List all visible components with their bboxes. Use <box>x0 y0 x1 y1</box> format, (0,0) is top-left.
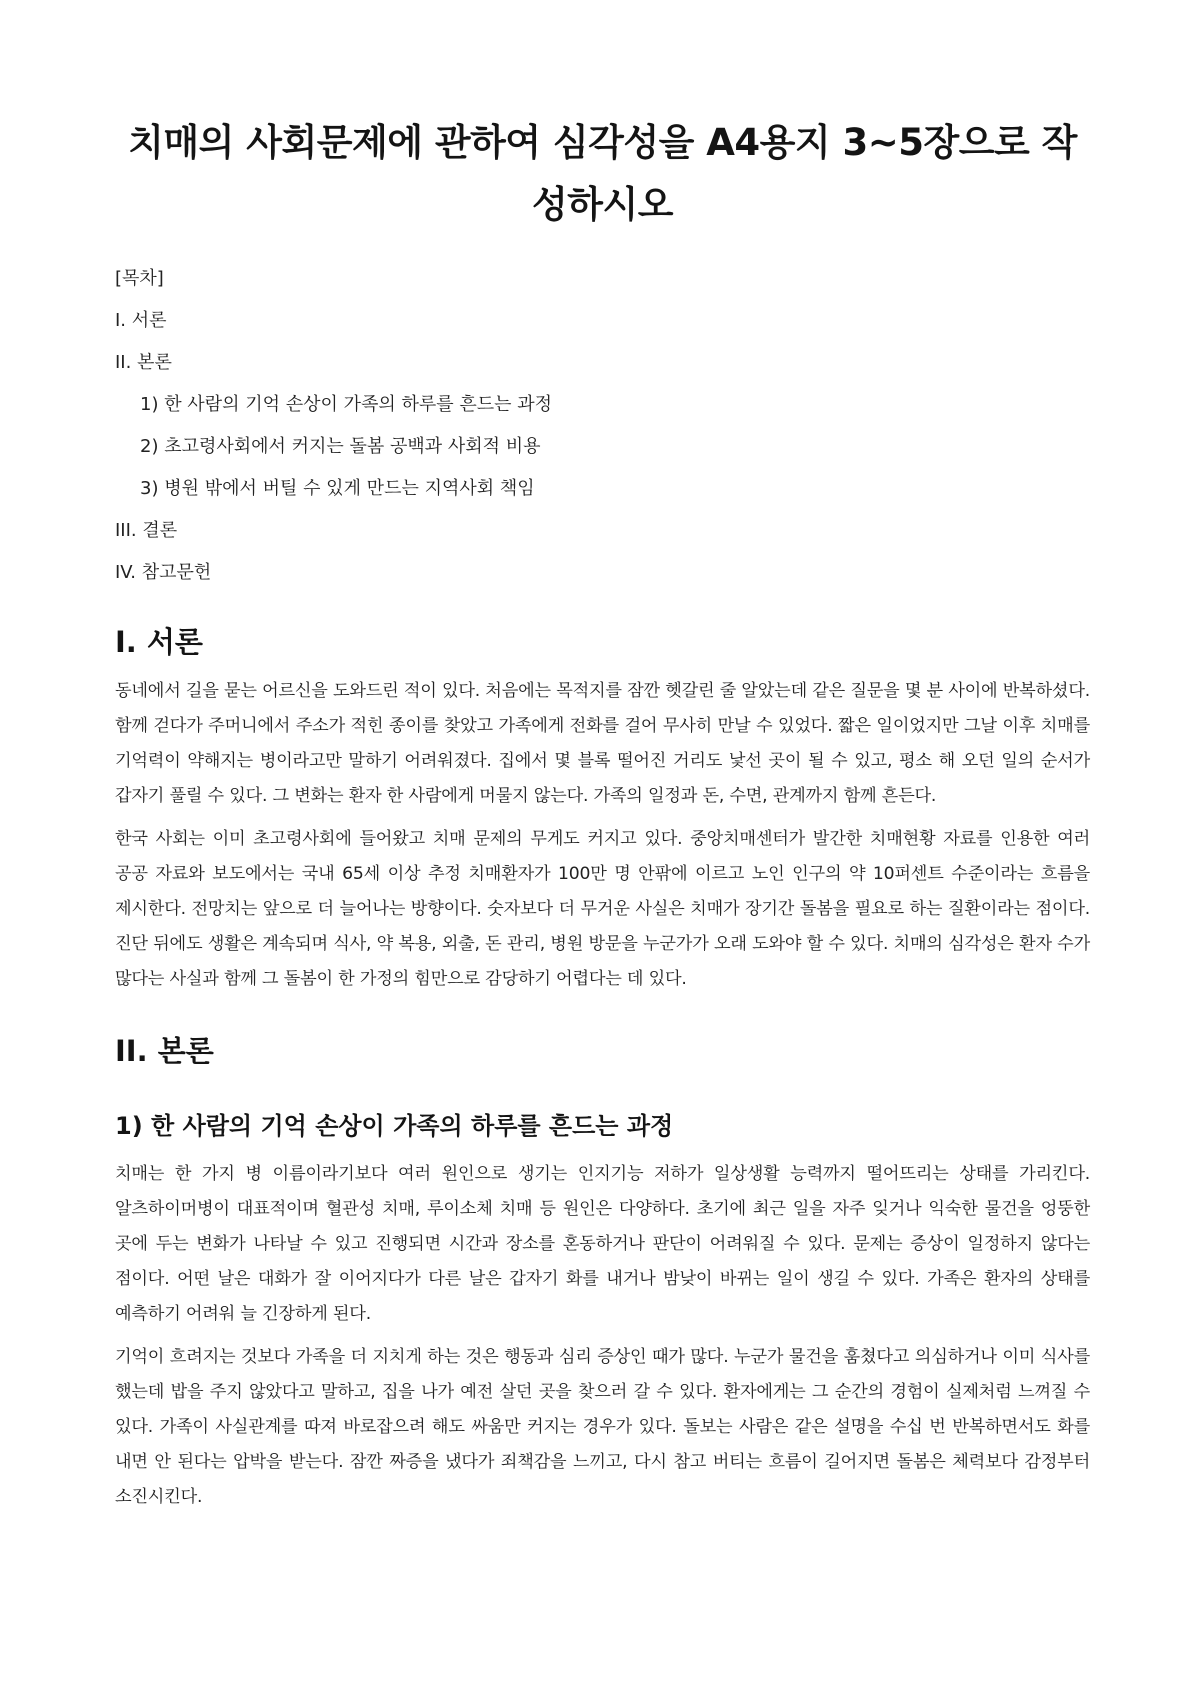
subsection-family-impact <box>115 1107 1090 1515</box>
section-heading: I. 서론 <box>115 625 203 659</box>
body-paragraph: 동네에서 길을 묻는 어르신을 도와드린 적이 있다. 처음에는 목적지를 잠깐 헷갈린 줄 알았는데 같은 질문을 몇 분 사이에 반복하셨다. 함께 걷다가 주머니에서 주소가 적힌 종이를 찾았고 가족에게 전화를 걸어 무사히 만날 수 있었다. 짧은 일이었지만 그날 이후 치매를 기억력이 약해지는 병이라고만 말하기 어려워졌다. 집에서 몇 블록 떨어진 거리도 낯선 곳이 될 수 있고, 평소 해 오던 일의 순서가 갑자기 풀릴 수 있다. 그 변화는 환자 한 사람에게 머물지 않는다. 가족의 일정과 돈, 수면, 관계까지 함께 흔든다. <box>115 681 1090 806</box>
toc-item: II. 본론 <box>115 352 172 373</box>
toc-item: I. 서론 <box>115 310 167 331</box>
document-title: 치매의 사회문제에 관하여 심각성을 A4용지 3~5장으로 작성하시오 <box>128 121 1077 226</box>
toc-subitem: 3) 병원 밖에서 버틸 수 있게 만드는 지역사회 책임 <box>140 478 535 499</box>
table-of-contents <box>115 258 1090 594</box>
toc-item: IV. 참고문헌 <box>115 562 212 583</box>
section-heading: II. 본론 <box>115 1034 214 1068</box>
section-main-body <box>115 1029 1090 1515</box>
body-paragraph: 기억이 흐려지는 것보다 가족을 더 지치게 하는 것은 행동과 심리 증상인 때가 많다. 누군가 물건을 훔쳤다고 의심하거나 이미 식사를 했는데 밥을 주지 않았다고 말하고, 집을 나가 예전 살던 곳을 찾으러 갈 수 있다. 환자에게는 그 순간의 경험이 실제처럼 느껴질 수 있다. 가족이 사실관계를 따져 바로잡으려 해도 싸움만 커지는 경우가 있다. 돌보는 사람은 같은 설명을 수십 번 반복하면서도 화를 내면 안 된다는 압박을 받는다. 잠깐 짜증을 냈다가 죄책감을 느끼고, 다시 참고 버티는 흐름이 길어지면 돌봄은 체력보다 감정부터 소진시킨다. <box>115 1347 1090 1507</box>
toc-item: III. 결론 <box>115 520 178 541</box>
toc-subitem: 2) 초고령사회에서 커지는 돌봄 공백과 사회적 비용 <box>140 436 541 457</box>
subsection-heading: 1) 한 사람의 기억 손상이 가족의 하루를 흔드는 과정 <box>115 1112 674 1140</box>
body-paragraph: 치매는 한 가지 병 이름이라기보다 여러 원인으로 생기는 인지기능 저하가 일상생활 능력까지 떨어뜨리는 상태를 가리킨다. 알츠하이머병이 대표적이며 혈관성 치매, 루이소체 치매 등 원인은 다양하다. 초기에 최근 일을 자주 잊거나 익숙한 물건을 엉뚱한 곳에 두는 변화가 나타날 수 있고 진행되면 시간과 장소를 혼동하거나 판단이 어려워질 수 있다. 문제는 증상이 일정하지 않다는 점이다. 어떤 날은 대화가 잘 이어지다가 다른 날은 갑자기 화를 내거나 밤낮이 바뀌는 일이 생길 수 있다. 가족은 환자의 상태를 예측하기 어려워 늘 긴장하게 된다. <box>115 1164 1090 1324</box>
toc-subitem: 1) 한 사람의 기억 손상이 가족의 하루를 흔드는 과정 <box>140 394 553 415</box>
section-introduction <box>115 620 1090 997</box>
body-paragraph: 한국 사회는 이미 초고령사회에 들어왔고 치매 문제의 무게도 커지고 있다. 중앙치매센터가 발간한 치매현황 자료를 인용한 여러 공공 자료와 보도에서는 국내 65세 이상 추정 치매환자가 100만 명 안팎에 이르고 노인 인구의 약 10퍼센트 수준이라는 흐름을 제시한다. 전망치는 앞으로 더 늘어나는 방향이다. 숫자보다 더 무거운 사실은 치매가 장기간 돌봄을 필요로 하는 질환이라는 점이다. 진단 뒤에도 생활은 계속되며 식사, 약 복용, 외출, 돈 관리, 병원 방문을 누군가가 오래 도와야 할 수 있다. 치매의 심각성은 환자 수가 많다는 사실과 함께 그 돌봄이 한 가정의 힘만으로 감당하기 어렵다는 데 있다. <box>115 829 1090 989</box>
toc-heading: [목차] <box>115 268 164 289</box>
